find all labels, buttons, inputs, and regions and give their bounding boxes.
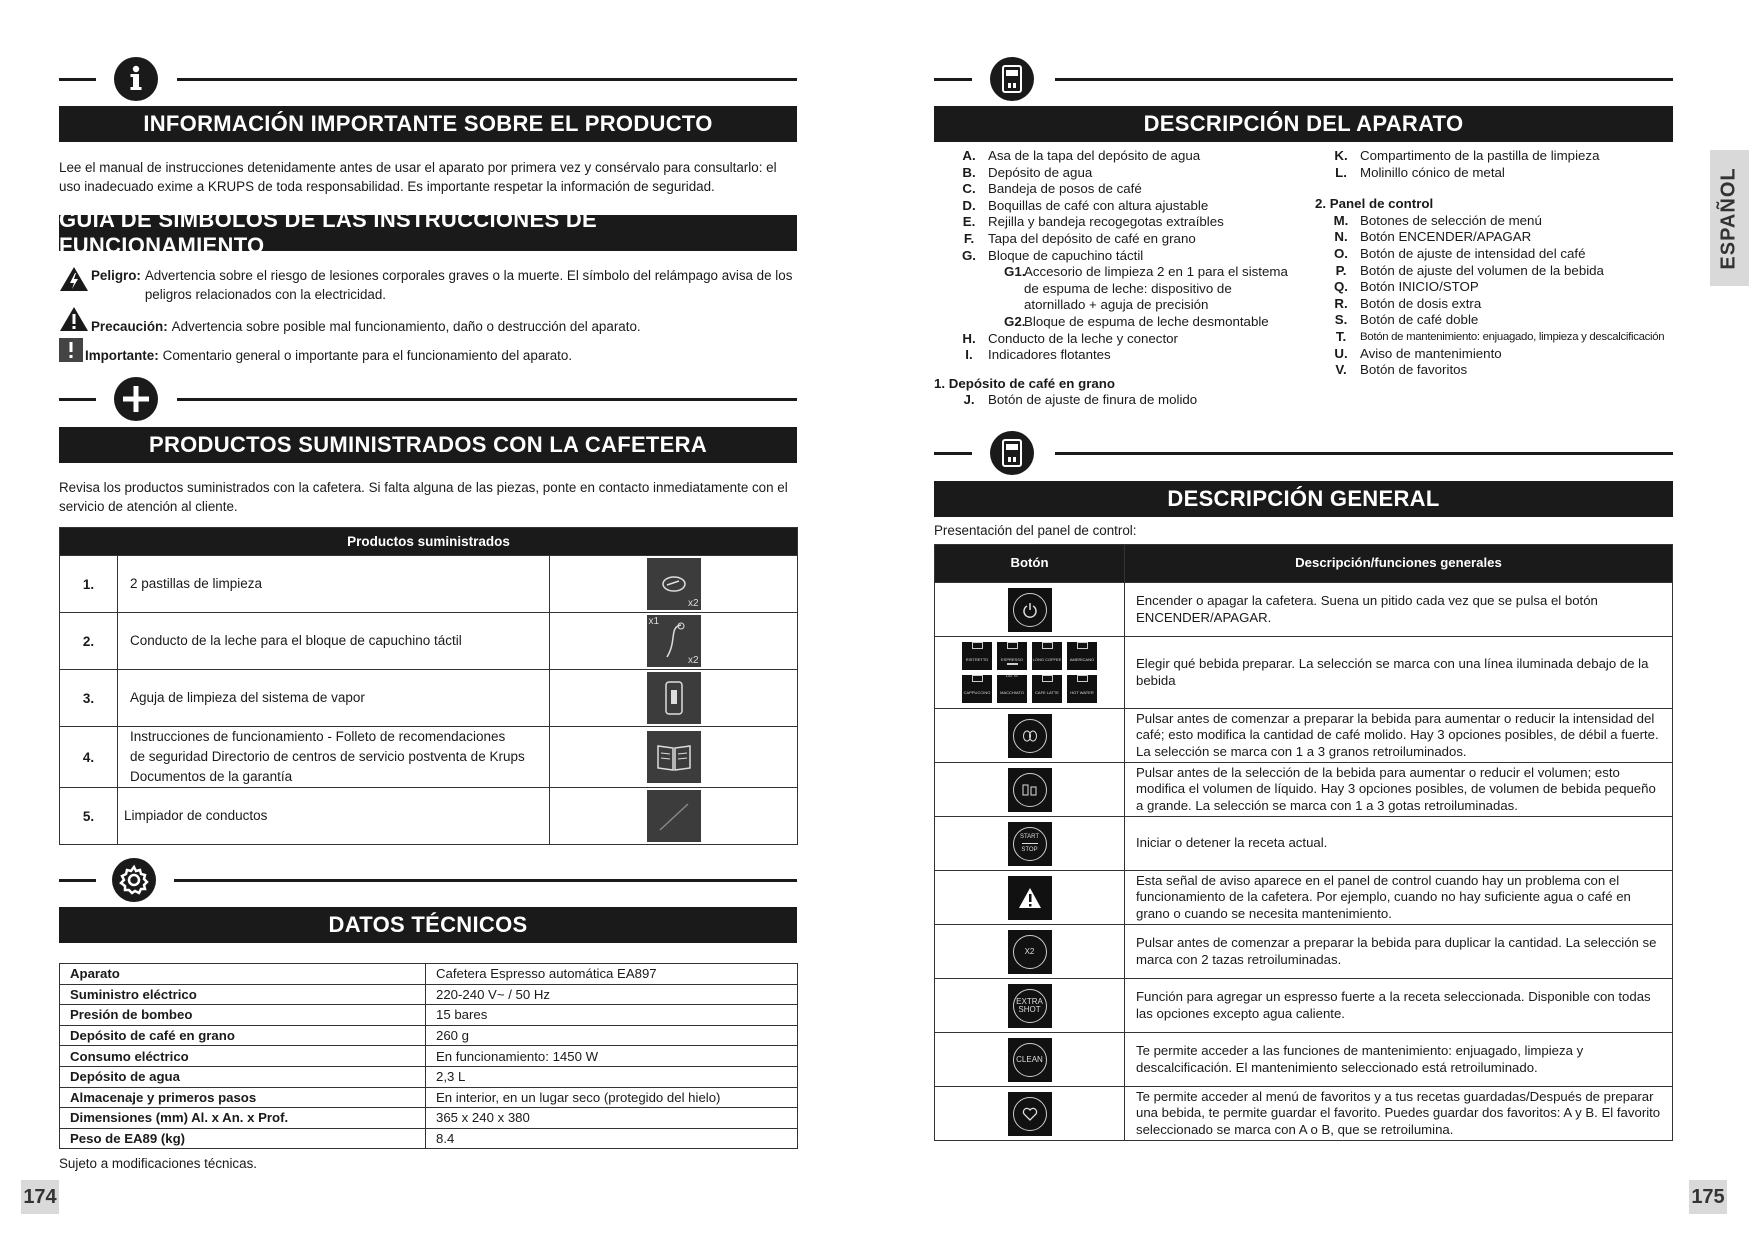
list-item: R. Botón de dosis extra <box>1334 295 1482 311</box>
list-item: L. Molinillo cónico de metal <box>1335 164 1505 180</box>
list-item: U. Aviso de mantenimiento <box>1334 345 1502 361</box>
language-tab: ESPAÑOL <box>1710 150 1749 286</box>
list-item: G1. Accesorio de limpieza 2 en 1 para el sistema de espuma de leche: dispositivo de atornillado + aguja de precisión <box>1004 264 1288 313</box>
page-number: 174 <box>21 1180 59 1214</box>
grain-heading: 1. Depósito de café en grano <box>934 375 1116 391</box>
table-row: Consumo eléctrico En funcionamiento: 1450 W <box>60 1046 798 1067</box>
table-row: START STOP Iniciar o detener la receta actual. <box>935 817 1673 871</box>
gear-icon <box>112 858 156 902</box>
list-item: P. Botón de ajuste del volumen de la bebida <box>1335 262 1604 278</box>
important-text: Comentario general o importante para el funcionamiento del aparato. <box>162 348 573 363</box>
tech-data-table <box>59 963 798 1149</box>
products-table-header: Productos suministrados <box>60 528 798 556</box>
coffee-machine-icon <box>990 431 1034 475</box>
coffee-machine-icon <box>990 57 1034 101</box>
products-table <box>59 527 798 845</box>
plus-icon <box>114 377 158 421</box>
list-item: O. Botón de ajuste de intensidad del café <box>1333 245 1586 261</box>
divider <box>934 78 972 81</box>
drink-icon: AMERICANO <box>1067 642 1097 670</box>
table-row: Presión de bombeo 15 bares <box>60 1005 798 1026</box>
list-item: H. Conducto de la leche y conector <box>962 330 1178 346</box>
section-title: INFORMACIÓN IMPORTANTE SOBRE EL PRODUCTO <box>59 106 797 142</box>
caution-note <box>59 306 799 337</box>
list-item: M. Botones de selección de menú <box>1333 212 1542 228</box>
parts-list-left <box>934 148 1295 409</box>
info-paragraph: Lee el manual de instrucciones detenidamente antes de usar el aparato por primera vez y consérvalo para consultarlo: el uso inadecuado exime a KRUPS de toda responsabilidad. Es importante respetar la información de seguridad. <box>59 160 777 194</box>
list-item: T. Botón de mantenimiento: enjuagado, limpieza y descalcificación <box>1335 328 1665 344</box>
table-row: EXTRA SHOT Función para agregar un espresso fuerte a la receta seleccionada. Disponible con todas las opciones excepto agua caliente. <box>935 979 1673 1033</box>
control-panel-table <box>934 544 1673 1141</box>
list-item: K. Compartimento de la pastilla de limpieza <box>1334 148 1600 163</box>
extra-shot-icon: EXTRA SHOT <box>1008 984 1052 1028</box>
list-item: V. Botón de favoritos <box>1335 362 1468 378</box>
table-row: 2. Conducto de la leche para el bloque de capuchino táctil x1 x2 <box>60 613 798 670</box>
list-item: Q. Botón INICIO/STOP <box>1333 279 1479 295</box>
list-item: E. Rejilla y bandeja recogegotas extraíbles <box>962 214 1224 230</box>
cleaning-tablets-image: x2 <box>550 556 798 613</box>
list-item: S. Botón de café doble <box>1334 312 1479 328</box>
drink-icon: LATTE MACCHIATO <box>997 675 1027 703</box>
table-row: Suministro eléctrico 220-240 V~ / 50 Hz <box>60 984 798 1005</box>
table-row: 3. Aguja de limpieza del sistema de vapor <box>60 670 798 727</box>
section-title: DESCRIPCIÓN GENERAL <box>934 481 1673 517</box>
volume-icon <box>1008 768 1052 812</box>
danger-text: Advertencia sobre el riesgo de lesiones corporales graves o la muerte. El símbolo del relámpago avisa de los peligros relacionados con la electricidad. <box>144 268 793 302</box>
drink-icon: LONG COFFEE <box>1032 642 1062 670</box>
list-item: D. Boquillas de café con altura ajustable <box>962 197 1209 213</box>
divider <box>59 398 96 401</box>
caution-text: Advertencia sobre posible mal funcionamiento, daño o destrucción del aparato. <box>171 319 641 334</box>
list-item: F. Tapa del depósito de café en grano <box>963 230 1196 246</box>
caution-label: Precaución: <box>91 319 168 334</box>
divider <box>59 78 96 81</box>
section-title: DESCRIPCIÓN DEL APARATO <box>934 106 1673 142</box>
divider <box>177 398 797 401</box>
drink-icon: CAFE LATTE <box>1032 675 1062 703</box>
tech-note: Sujeto a modificaciones técnicas. <box>59 1156 257 1171</box>
page-number: 175 <box>1689 1180 1727 1214</box>
lightning-warning-icon <box>59 266 91 304</box>
drink-icon: CAPPUCCINO <box>962 675 992 703</box>
parts-list-right <box>1315 148 1677 379</box>
table-row: Depósito de café en grano 260 g <box>60 1025 798 1046</box>
table-row: CLEAN Te permite acceder a las funciones de mantenimiento: enjuagado, limpieza y descalcificación. El mantenimiento seleccionado está retroiluminado. <box>935 1033 1673 1087</box>
divider <box>934 452 972 455</box>
table-row: Dimensiones (mm) Al. x An. x Prof. 365 x 240 x 380 <box>60 1108 798 1129</box>
power-icon <box>1008 588 1052 632</box>
divider <box>177 78 797 81</box>
section-title: PRODUCTOS SUMINISTRADOS CON LA CAFETERA <box>59 427 797 463</box>
col-header-description: Descripción/funciones generales <box>1125 545 1673 583</box>
list-item: I. Indicadores flotantes <box>965 347 1111 363</box>
panel-intro: Presentación del panel de control: <box>934 523 1137 538</box>
coffee-bean-icon <box>1008 714 1052 758</box>
table-row: Depósito de agua 2,3 L <box>60 1066 798 1087</box>
panel-heading: 2. Panel de control <box>1315 196 1434 212</box>
danger-note <box>59 266 799 304</box>
table-row: 1. 2 pastillas de limpieza x2 <box>60 556 798 613</box>
table-row: 4. Instrucciones de funcionamiento - Folleto de recomendaciones de seguridad Directorio de centros de servicio postventa de Krups Documentos de la garantía <box>60 727 798 788</box>
warning-icon <box>1008 876 1052 920</box>
heart-icon <box>1008 1092 1052 1136</box>
list-item: C. Bandeja de posos de café <box>962 181 1142 197</box>
drink-grid-icon <box>962 642 1097 703</box>
table-row: X2 Pulsar antes de comenzar a preparar la bebida para duplicar la cantidad. La selección se marca con 2 tazas retroiluminadas. <box>935 925 1673 979</box>
products-paragraph: Revisa los productos suministrados con la cafetera. Si falta alguna de las piezas, ponte en contacto inmediatamente con el servicio de atención al cliente. <box>59 480 788 514</box>
table-row: Encender o apagar la cafetera. Suena un pitido cada vez que se pulsa el botón ENCENDER/APAGAR. <box>935 583 1673 637</box>
table-row: Peso de EA89 (kg) 8.4 <box>60 1128 798 1149</box>
drink-icon: RISTRETTO <box>962 642 992 670</box>
important-note <box>59 338 799 367</box>
table-row: RISTRETTO ESPRESSO LONG COFFEE AMERICANO CAPPUCCINO LATTE MACCHIATO CAFE LATTE HOT WATER Elegir qué bebida preparar. La selección se marca con una línea iluminada debajo de la bebida <box>935 637 1673 709</box>
section-title: DATOS TÉCNICOS <box>59 907 797 943</box>
pipe-cleaner-image <box>550 788 798 845</box>
info-icon <box>114 57 158 101</box>
manual-book-image <box>550 727 798 788</box>
table-row: Te permite acceder al menú de favoritos y a tus recetas guardadas/Después de preparar una bebida, te permite guardar el favorito. Puedes guardar dos favoritos: A y B. El favorito seleccionado se marca con A o B, que se retroilumina. <box>935 1087 1673 1141</box>
section-title: GUÍA DE SÍMBOLOS DE LAS INSTRUCCIONES DE FUNCIONAMIENTO <box>59 215 797 251</box>
important-label: Importante: <box>85 348 159 363</box>
list-item: B. Depósito de agua <box>962 164 1093 180</box>
list-item: N. Botón ENCENDER/APAGAR <box>1334 229 1532 245</box>
divider <box>59 879 96 882</box>
drink-icon: ESPRESSO <box>997 642 1027 670</box>
caution-icon <box>59 306 91 337</box>
danger-label: Peligro: <box>91 268 141 283</box>
table-row: Almacenaje y primeros pasos En interior, en un lugar seco (protegido del hielo) <box>60 1087 798 1108</box>
table-row: Esta señal de aviso aparece en el panel de control cuando hay un problema con el funcionamiento de la cafetera. Por ejemplo, cuando no hay suficiente agua o café en grano o cuando se necesita mantenimiento. <box>935 871 1673 925</box>
drink-icon: HOT WATER <box>1067 675 1097 703</box>
clean-icon: CLEAN <box>1008 1038 1052 1082</box>
milk-tube-image: x1 x2 <box>550 613 798 670</box>
table-row: Pulsar antes de la selección de la bebida para aumentar o reducir el volumen; esto modifica el volumen de líquido. Hay 3 opciones posibles, de volumen de bebida pequeño a grande. La selección se marca con 1 a 3 gotas retroiluminadas. <box>935 763 1673 817</box>
divider <box>174 879 797 882</box>
table-row: Pulsar antes de comenzar a preparar la bebida para aumentar o reducir la intensidad del café; esto modifica la cantidad de café molido. Hay 3 opciones posibles, de débil a fuerte. La selección se marca con 1 a 3 granos retroiluminados. <box>935 709 1673 763</box>
x2-icon: X2 <box>1008 930 1052 974</box>
table-row: Aparato Cafetera Espresso automática EA897 <box>60 964 798 985</box>
col-header-button: Botón <box>935 545 1125 583</box>
table-row: 5. Limpiador de conductos <box>60 788 798 845</box>
cleaning-needle-image <box>550 670 798 727</box>
divider <box>1055 452 1673 455</box>
important-icon <box>59 338 85 367</box>
list-item: G2. Bloque de espuma de leche desmontable <box>1004 313 1269 329</box>
list-item: G. Bloque de capuchino táctil <box>961 247 1144 263</box>
divider <box>1055 78 1673 81</box>
list-item: A. Asa de la tapa del depósito de agua <box>962 148 1201 163</box>
list-item: J. Botón de ajuste de finura de molido <box>963 392 1198 408</box>
start-stop-icon: START STOP <box>1008 822 1052 866</box>
